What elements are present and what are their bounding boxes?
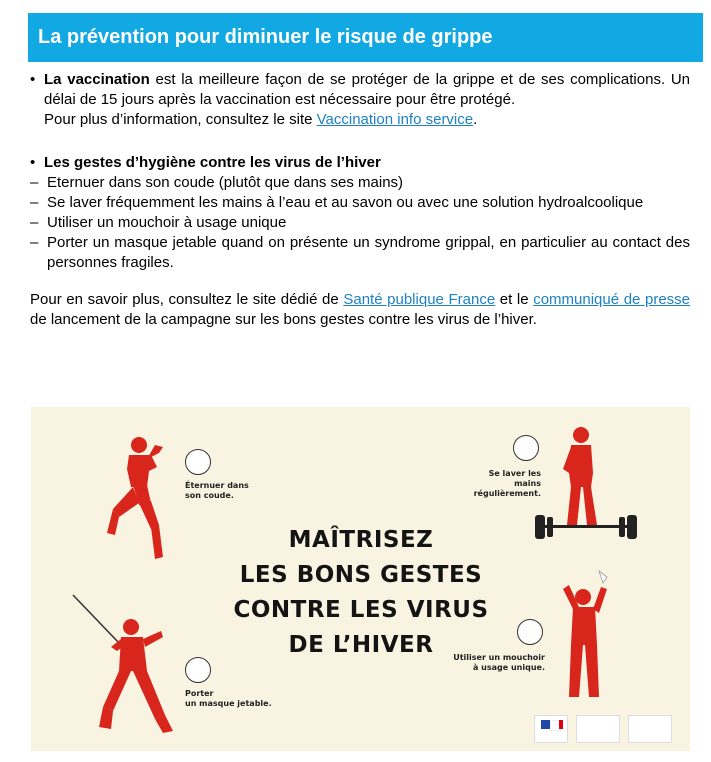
dash-marker: – — [30, 234, 39, 251]
vaccination-bullet — [30, 70, 690, 130]
caption-tissue-line: Utiliser un mouchoir — [453, 653, 545, 662]
hygiene-item — [30, 193, 690, 213]
poster-logos — [534, 715, 672, 743]
sneeze-icon — [185, 449, 211, 475]
caption-mask-line: un masque jetable. — [185, 699, 272, 708]
dash-marker: – — [30, 194, 39, 211]
tissue-thrower-figure — [547, 567, 627, 717]
weightlifter-figure — [531, 421, 641, 551]
communique-link[interactable]: communiqué de presse — [533, 291, 691, 308]
caption-sneeze-line: son coude. — [185, 491, 234, 500]
vaccination-info-link[interactable]: Vaccination info service — [316, 111, 474, 128]
hygiene-item — [30, 173, 690, 193]
mask-icon — [185, 657, 211, 683]
hygiene-item-text: Porter un masque jetable quand on présente un syndrome grippal, en particulier au contact des personnes fragiles. — [47, 234, 690, 271]
section-header — [28, 13, 703, 62]
hygiene-bullet — [30, 153, 690, 173]
poster-title-line: MAÎTRISEZ — [288, 527, 434, 553]
vaccination-description: est la meilleure façon de se protéger de la grippe et de ses complications. Un délai de 15 jours après la vaccination est nécessaire pour être protégé. — [44, 71, 691, 108]
tissue-icon — [517, 619, 543, 645]
more-info-text — [30, 290, 690, 330]
more-info-middle: et le — [495, 291, 534, 308]
fencer-figure — [69, 593, 189, 743]
republique-francaise-logo — [534, 715, 568, 743]
hygiene-title: Les gestes d’hygiène contre les virus de l’hiver — [44, 154, 381, 171]
sante-publique-link[interactable]: Santé publique France — [343, 291, 496, 308]
vaccination-text — [44, 70, 690, 130]
assurance-maladie-logo — [576, 715, 620, 743]
caption-mask-line: Porter — [185, 689, 214, 698]
bullet-dot: • — [30, 154, 36, 171]
caption-wash-line: régulièrement. — [473, 489, 541, 498]
more-info-prefix: Pour en savoir plus, consultez le site dédié de — [30, 291, 344, 308]
poster-title-line: LES BONS GESTES — [239, 562, 483, 588]
dash-marker: – — [30, 214, 39, 231]
hygiene-item — [30, 233, 690, 273]
caption-wash-line: Se laver les mains — [488, 469, 541, 488]
hygiene-item-text: Utiliser un mouchoir à usage unique — [47, 214, 287, 231]
vaccination-bold: La vaccination — [44, 71, 150, 88]
hygiene-item — [30, 213, 690, 233]
bullet-dot: • — [30, 71, 36, 88]
section-title: La prévention pour diminuer le risque de grippe — [38, 26, 493, 48]
dash-marker: – — [30, 174, 39, 191]
more-info-suffix: de lancement de la campagne sur les bons gestes contre les virus de l’hiver. — [30, 311, 537, 328]
caption-tissue-line: à usage unique. — [473, 663, 545, 672]
caption-tissue — [449, 653, 545, 673]
hygiene-item-text: Eternuer dans son coude (plutôt que dans ses mains) — [47, 174, 404, 191]
poster-title — [181, 523, 541, 663]
caption-mask — [185, 689, 272, 709]
caption-wash — [465, 469, 541, 499]
caption-sneeze-line: Éternuer dans — [185, 481, 249, 490]
sneeze-figure — [93, 425, 183, 565]
content-body — [30, 70, 690, 330]
poster-title-line: CONTRE LES VIRUS — [233, 597, 489, 623]
campaign-poster — [31, 407, 690, 751]
poster-title-line: DE L’HIVER — [288, 632, 434, 658]
vaccination-more-prefix: Pour plus d’information, consultez le site — [44, 111, 317, 128]
sante-publique-france-logo — [628, 715, 672, 743]
caption-sneeze — [185, 481, 249, 501]
hygiene-item-text: Se laver fréquemment les mains à l’eau et au savon ou avec une solution hydroalcoolique — [47, 194, 644, 211]
vaccination-more-suffix: . — [473, 111, 478, 128]
